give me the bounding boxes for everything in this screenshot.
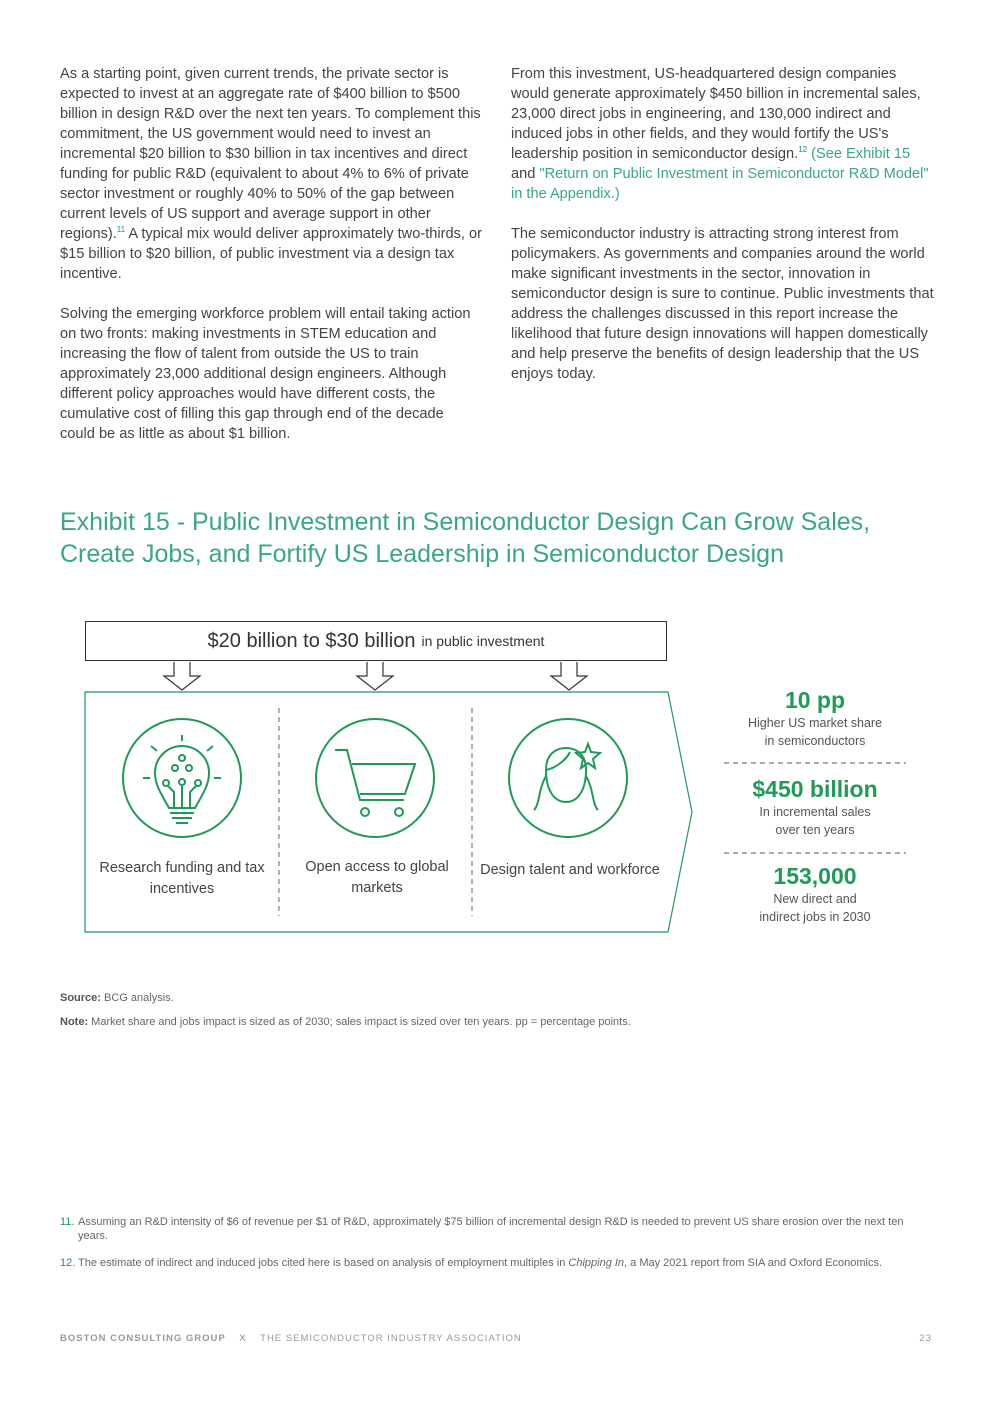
footer-bcg: BOSTON CONSULTING GROUP	[60, 1333, 226, 1344]
metric-value: 153,000	[773, 863, 857, 889]
footnote-ref[interactable]: 12	[798, 145, 808, 155]
footnote	[60, 1215, 935, 1243]
down-arrow-icon	[164, 662, 200, 690]
metric-desc: In incremental sales	[759, 805, 871, 819]
note-label: Note:	[60, 1016, 89, 1028]
source-line	[60, 992, 174, 1004]
note-text: Market share and jobs impact is sized as of 2030; sales impact is sized over ten years. pp = percentage points.	[91, 1016, 631, 1028]
footnotes	[60, 1215, 935, 1283]
paragraph: Solving the emerging workforce problem will entail taking action on two fronts: making investments in STEM education and increasing the flow of talent from outside the US to train approximately 23,000 additional design engineers. Although different policy approaches would have different costs, the cumulative cost of filling this gap through end of the decade could be as little as about $1 billion.	[60, 306, 471, 442]
pillar-label-talent: Design talent and workforce	[480, 862, 660, 878]
metric-desc: in semiconductors	[764, 734, 866, 748]
metric-desc: over ten years	[775, 823, 855, 837]
source-text: BCG analysis.	[104, 992, 174, 1004]
metric-value: $450 billion	[752, 776, 878, 802]
paragraph: As a starting point, given current trends, the private sector is expected to invest at an aggregate rate of $400 billion to $500 billion in design R&D over the next ten years. To complement this commitment, the US government would need to invest an incremental $20 billion to $30 billion in tax incentives and direct funding for public R&D (equivalent to about 4% to 6% of private sector investment or roughly 40% to 50% of the gap between current levels of US support and average support in other regions).$^{11}$ A typical mix would deliver approximately two-thirds, or $15 billion to $20 billion, of public investment via a design tax incentive.	[60, 66, 482, 282]
pillar-label-markets: Open access to global markets	[305, 859, 449, 896]
metric-sales	[724, 775, 906, 839]
page-number: 23	[919, 1333, 932, 1344]
footnote-ref[interactable]: 11	[116, 225, 126, 235]
footer-sia: THE SEMICONDUCTOR INDUSTRY ASSOCIATION	[260, 1333, 522, 1344]
exhibit-title: Exhibit 15 - Public Investment in Semiconductor Design Can Grow Sales, Create Jobs, and Fortify US Leadership in Semiconductor Design	[60, 508, 871, 568]
source-label: Source:	[60, 992, 101, 1004]
metric-jobs	[724, 862, 906, 926]
footnote-number: 12.	[60, 1257, 76, 1269]
paragraph: From this investment, US-headquartered design companies would generate approximately $450 billion in incremental sales, 23,000 direct jobs in engineering, and 130,000 indirect and induced jobs in other fields, and they would fortify the US's leadership position in semiconductor design.$^{12}$ (See Exhibit 15 and "Return on Public Investment in Semiconductor R&D Model" in the Appendix.)	[511, 66, 929, 202]
footnote-number: 11.	[60, 1216, 75, 1228]
pillar-label-research: Research funding and tax incentives	[99, 860, 265, 897]
metric-market-share	[724, 686, 906, 750]
metric-desc: New direct and	[773, 892, 857, 906]
paragraph: The semiconductor industry is attracting strong interest from policymakers. As governments and companies around the world make significant investments in the sector, innovation in semiconductor design is sure to continue. Public investments that address the challenges discussed in this report increase the likelihood that future design innovations will happen domestically and help preserve the benefits of design leadership that the US enjoys today.	[511, 226, 934, 382]
lightbulb-circuit-icon	[123, 719, 241, 837]
investment-amount: $20 billion to $30 billion	[207, 629, 416, 652]
footer-separator: X	[239, 1333, 247, 1344]
down-arrows	[164, 662, 587, 690]
metric-value: 10 pp	[784, 687, 846, 713]
note-line	[60, 1016, 631, 1028]
metric-desc: indirect jobs in 2030	[759, 910, 871, 924]
footnote-text: The estimate of indirect and induced jobs cited here is based on analysis of employment multiples in Chipping In, a May 2021 report from SIA and Oxford Economics.	[78, 1257, 883, 1269]
footnote-text: Assuming an R&D intensity of $6 of revenue per $1 of R&D, approximately $75 billion of incremental design R&D is needed to prevent US share erosion over the next ten years.	[78, 1216, 904, 1242]
footnote	[60, 1256, 935, 1270]
shopping-cart-icon	[316, 719, 434, 837]
metric-desc: Higher US market share	[747, 716, 883, 730]
exhibit-link[interactable]: (See Exhibit 15	[811, 146, 911, 162]
down-arrow-icon	[551, 662, 587, 690]
person-star-icon	[509, 719, 627, 837]
report-title: Chipping In	[568, 1257, 625, 1269]
appendix-link[interactable]: "Return on Public Investment in Semiconductor R&D Model" in the Appendix.)	[511, 166, 929, 202]
page-footer	[60, 1333, 932, 1344]
down-arrow-icon	[357, 662, 393, 690]
investment-suffix: in public investment	[421, 633, 545, 649]
